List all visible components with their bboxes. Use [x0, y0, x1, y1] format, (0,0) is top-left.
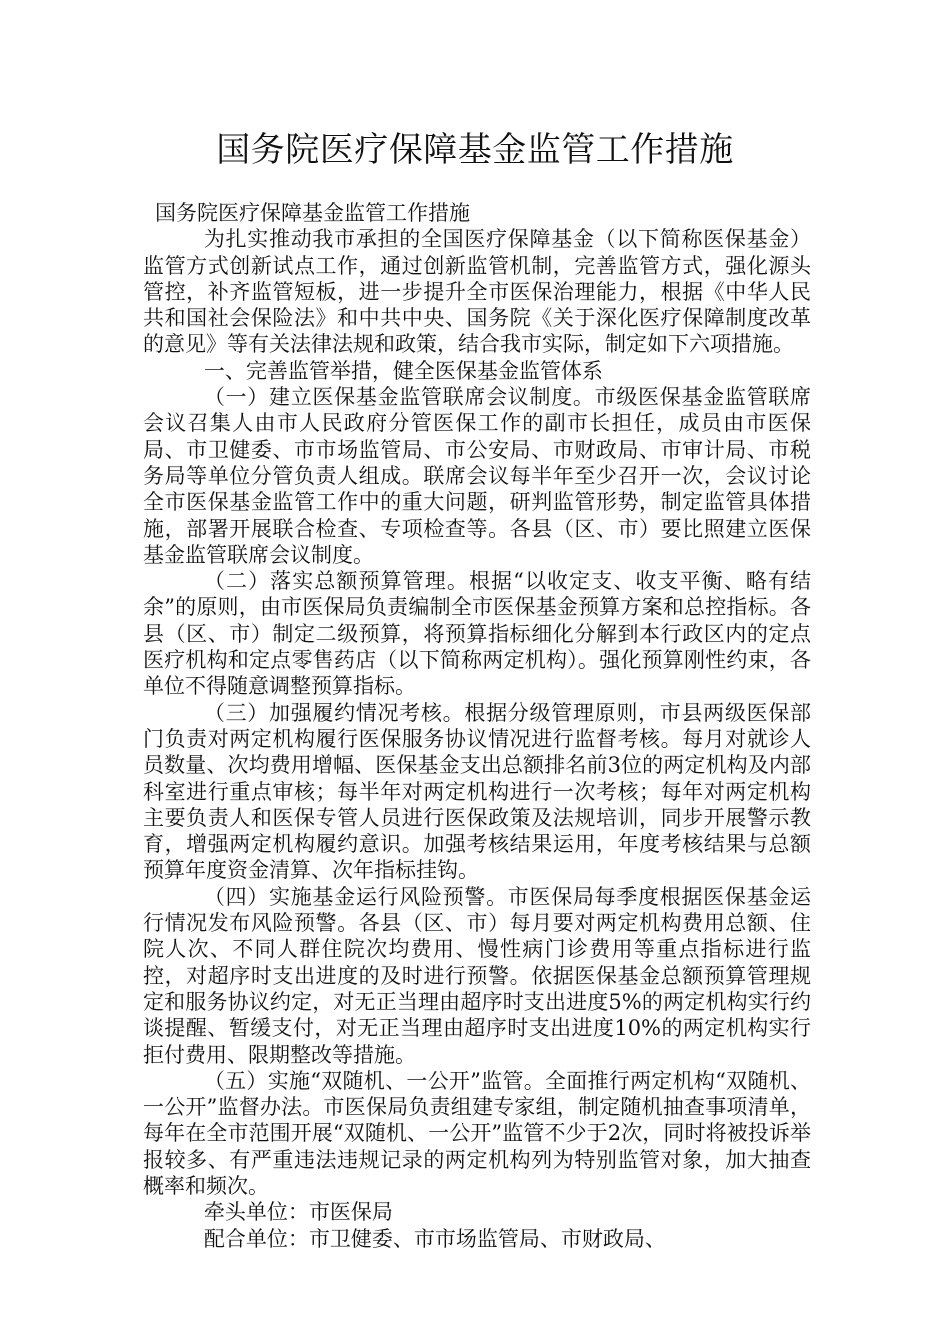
document-body: [143, 200, 811, 1252]
paragraph-item-1: （一）建立医保基金监管联席会议制度。市级医保基金监管联席会议召集人由市人民政府分管医保工作的副市长担任，成员由市医保局、市卫健委、市市场监管局、市公安局、市财政局、市审计局、市税务局等单位分管负责人组成。联席会议每半年至少召开一次，会议讨论全市医保基金监管工作中的重大问题，研判监管形势，制定监管具体措施，部署开展联合检查、专项检查等。各县（区、市）要比照建立医保基金监管联席会议制度。: [143, 385, 811, 567]
paragraph-item-4: （四）实施基金运行风险预警。市医保局每季度根据医保基金运行情况发布风险预警。各县（区、市）每月要对两定机构费用总额、住院人次、不同人群住院次均费用、慢性病门诊费用等重点指标进行监控，对超序时支出进度的及时进行预警。依据医保基金总额预算管理规定和服务协议约定，对无正当理由超序时支出进度5%的两定机构实行约谈提醒、暂缓支付，对无正当理由超序时支出进度10%的两定机构实行拒付费用、限期整改等措施。: [143, 884, 811, 1067]
cooperating-units-line: 配合单位：市卫健委、市市场监管局、市财政局、: [203, 1226, 666, 1251]
paragraph-item-3: （三）加强履约情况考核。根据分级管理原则，市县两级医保部门负责对两定机构履行医保服务协议情况进行监督考核。每月对就诊人员数量、次均费用增幅、医保基金支出总额排名前3位的两定机构及内部科室进行重点审核；每半年对两定机构进行一次考核；每年对两定机构主要负责人和医保专管人员进行医保政策及法规培训，同步开展警示教育，增强两定机构履约意识。加强考核结果运用，年度考核结果与总额预算年度资金清算、次年指标挂钩。: [143, 700, 811, 883]
section-heading-1: 一、完善监管举措，健全医保基金监管体系: [203, 358, 603, 383]
paragraph-item-2: （二）落实总额预算管理。根据“以收定支、收支平衡、略有结余”的原则，由市医保局负责编制全市医保基金预算方案和总控指标。各县（区、市）制定二级预算，将预算指标细化分解到本行政区内的定点医疗机构和定点零售药店（以下简称两定机构）。强化预算刚性约束，各单位不得随意调整预算指标。: [143, 569, 811, 699]
lead-unit-line: 牵头单位：市医保局: [203, 1200, 393, 1225]
paragraph-item-5: （五）实施“双随机、一公开”监管。全面推行两定机构“双随机、一公开”监督办法。市医保局负责组建专家组，制定随机抽查事项清单，每年在全市范围开展“双随机、一公开”监管不少于2次，同时将被投诉举报较多、有严重违法违规记录的两定机构列为特别监管对象，加大抽查概率和频次。: [143, 1068, 811, 1198]
intro-paragraph: 为扎实推动我市承担的全国医疗保障基金（以下简称医保基金）监管方式创新试点工作，通过创新监管机制，完善监管方式，强化源头管控，补齐监管短板，进一步提升全市医保治理能力，根据《中华人民共和国社会保险法》和中共中央、国务院《关于深化医疗保障制度改革的意见》等有关法律法规和政策，结合我市实际，制定如下六项措施。: [143, 227, 811, 357]
document-subtitle: 国务院医疗保障基金监管工作措施: [155, 201, 470, 225]
document-title: 国务院医疗保障基金监管工作措施: [216, 130, 734, 170]
